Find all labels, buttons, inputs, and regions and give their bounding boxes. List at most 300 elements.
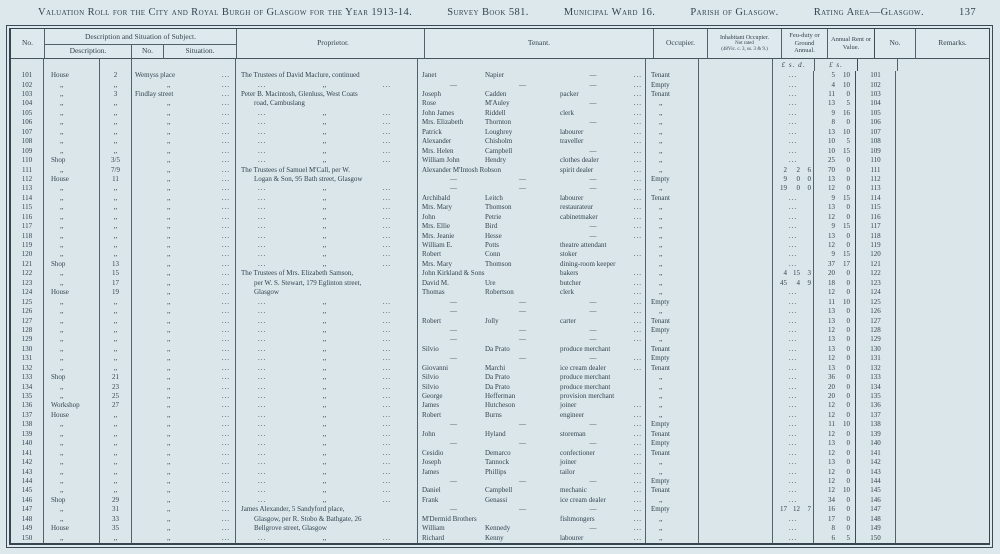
- inhabitant-occupier-cell: [699, 383, 773, 392]
- entry-no-right: 147: [856, 505, 896, 514]
- feu-duty-cell: ...: [773, 430, 814, 439]
- proprietor-cell: ... ,, ...: [236, 156, 418, 165]
- street-no-cell: ,,: [100, 458, 132, 467]
- tenant-occupation: theatre attendant: [560, 241, 607, 249]
- description-cell: House: [44, 175, 100, 184]
- inhabitant-occupier-cell: [699, 81, 773, 90]
- entry-no: 131: [11, 354, 44, 363]
- tenant-leader-dots: ...: [626, 477, 646, 486]
- tenant-leader-dots: ...: [626, 458, 646, 467]
- annual-rent-cell: 11 10: [814, 298, 856, 307]
- remarks-cell: [896, 317, 989, 326]
- feu-duty-cell: ...: [773, 147, 814, 156]
- tenant-surname: Da Prato: [485, 382, 510, 391]
- entry-no-right: 143: [856, 468, 896, 477]
- remarks-cell: [896, 439, 989, 448]
- description-cell: ,,: [44, 203, 100, 212]
- tenant-occupation: clerk: [560, 108, 574, 117]
- situation-cell: ,, ...: [132, 477, 236, 486]
- street-no-cell: 23: [100, 383, 132, 392]
- feu-duty-cell: ...: [773, 71, 814, 80]
- entry-no: 126: [11, 307, 44, 316]
- occupier-cell: ,,: [646, 203, 699, 212]
- annual-rent-cell: 12 0: [814, 288, 856, 297]
- tenant-first-name: Richard: [422, 533, 445, 542]
- inhabitant-occupier-cell: [699, 109, 773, 118]
- tenant-surname: Conn: [485, 250, 501, 259]
- description-cell: ,,: [44, 298, 100, 307]
- tenant-surname: Robertson: [485, 288, 514, 297]
- entry-no: 120: [11, 250, 44, 259]
- inhabitant-occupier-cell: [699, 430, 773, 439]
- table-row: [11, 128, 989, 137]
- entry-no-right: 108: [856, 137, 896, 146]
- description-cell: ,,: [44, 439, 100, 448]
- entry-no-right: 120: [856, 250, 896, 259]
- remarks-cell: [896, 71, 989, 80]
- description-cell: ,,: [44, 213, 100, 222]
- entry-no-right: 134: [856, 383, 896, 392]
- tenant-leader-dots: ...: [626, 109, 646, 118]
- proprietor-cell: ... ,, ...: [236, 118, 418, 127]
- description-cell: ,,: [44, 81, 100, 90]
- annual-rent-cell: 13 0: [814, 439, 856, 448]
- street-no-cell: 29: [100, 496, 132, 505]
- remarks-cell: [896, 241, 989, 250]
- situation-cell: ,, ...: [132, 354, 236, 363]
- annual-rent-cell: 13 0: [814, 364, 856, 373]
- street-no-cell: 35: [100, 524, 132, 533]
- table-row: [11, 317, 989, 326]
- proprietor-cell: ... ,, ...: [236, 335, 418, 344]
- tenant-first-name: Patrick: [422, 127, 442, 136]
- proprietor-cell: ... ,, ...: [236, 147, 418, 156]
- entry-no: 144: [11, 477, 44, 486]
- entry-no-right: 112: [856, 175, 896, 184]
- proprietor-cell: ... ,, ...: [236, 496, 418, 505]
- currency-label-row: [11, 59, 989, 71]
- entry-no-right: 117: [856, 222, 896, 231]
- col-header-tenant: Tenant.: [425, 29, 654, 58]
- tenant-first-name: —: [450, 297, 457, 306]
- col-header-desc-situation: [45, 29, 237, 58]
- tenant-leader-dots: ...: [626, 515, 646, 524]
- entry-no: 150: [11, 534, 44, 543]
- entry-no: 121: [11, 260, 44, 269]
- feu-duty-cell: ...: [773, 128, 814, 137]
- tenant-first-name: —: [450, 505, 457, 514]
- situation-cell: ,, ...: [132, 298, 236, 307]
- entry-no-right: 105: [856, 109, 896, 118]
- feu-duty-cell: ...: [773, 486, 814, 495]
- inhabitant-occupier-cell: [699, 166, 773, 175]
- remarks-cell: [896, 449, 989, 458]
- situation-cell: ,, ...: [132, 99, 236, 108]
- occupier-cell: ,,: [646, 222, 699, 231]
- remarks-cell: [896, 81, 989, 90]
- tenant-leader-dots: ...: [626, 184, 646, 193]
- tenant-first-name: Giovanni: [422, 363, 449, 372]
- tenant-first-name: Mrs. Jeanie: [422, 231, 455, 240]
- tenant-surname: Napier: [485, 71, 505, 80]
- tenant-surname: —: [519, 297, 526, 306]
- occupier-cell: Empty: [646, 81, 699, 90]
- tenant-surname: —: [519, 335, 526, 344]
- tenant-occupation: —: [589, 476, 597, 485]
- proprietor-cell: ... ,, ...: [236, 326, 418, 335]
- tenant-surname: Hyland: [485, 429, 506, 438]
- tenant-first-name: Robert: [422, 250, 442, 259]
- occupier-cell: Empty: [646, 326, 699, 335]
- remarks-cell: [896, 118, 989, 127]
- tenant-first-name: John James: [422, 108, 455, 117]
- inhabitant-occupier-cell: [699, 326, 773, 335]
- tenant-occupation: dining-room keeper: [560, 259, 616, 268]
- entry-no-right: 128: [856, 326, 896, 335]
- description-cell: House: [44, 288, 100, 297]
- tenant-surname: Tannock: [485, 458, 510, 467]
- tenant-occupation: —: [589, 174, 597, 183]
- entry-no-right: 150: [856, 534, 896, 543]
- remarks-cell: [896, 184, 989, 193]
- table-row: [11, 458, 989, 467]
- tenant-occupation: clothes dealer: [560, 156, 599, 165]
- situation-cell: ,, ...: [132, 213, 236, 222]
- tenant-occupation: —: [589, 297, 597, 306]
- remarks-cell: [896, 477, 989, 486]
- inhabitant-occupier-cell: [699, 486, 773, 495]
- entry-no-right: 107: [856, 128, 896, 137]
- tenant-occupation: —: [589, 307, 597, 316]
- feu-duty-cell: ...: [773, 203, 814, 212]
- annual-rent-cell: 11 0: [814, 90, 856, 99]
- entry-no: 115: [11, 203, 44, 212]
- description-cell: ,,: [44, 279, 100, 288]
- annual-rent-cell: 12 0: [814, 468, 856, 477]
- description-cell: Shop: [44, 156, 100, 165]
- feu-duty-cell: ...: [773, 354, 814, 363]
- inhabitant-occupier-cell: [699, 269, 773, 278]
- description-cell: House: [44, 411, 100, 420]
- proprietor-cell: ... ,, ...: [236, 401, 418, 410]
- description-cell: ,,: [44, 534, 100, 543]
- street-no-cell: ,,: [100, 232, 132, 241]
- situation-cell: ,, ...: [132, 81, 236, 90]
- situation-cell: ,, ...: [132, 392, 236, 401]
- tenant-first-name: —: [450, 325, 457, 334]
- feu-duty-cell: ...: [773, 392, 814, 401]
- entry-no: 125: [11, 298, 44, 307]
- annual-rent-cell: 12 0: [814, 449, 856, 458]
- proprietor-cell: ... ,, ...: [236, 430, 418, 439]
- annual-rent-cell: 10 15: [814, 147, 856, 156]
- tenant-leader-dots: ...: [626, 175, 646, 184]
- table-row: [11, 260, 989, 269]
- tenant-leader-dots: ...: [626, 222, 646, 231]
- occupier-cell: Tenant: [646, 90, 699, 99]
- inhabitant-occupier-cell: [699, 99, 773, 108]
- remarks-cell: [896, 232, 989, 241]
- remarks-cell: [896, 175, 989, 184]
- description-cell: ,,: [44, 250, 100, 259]
- proprietor-cell: per W. S. Stewart, 179 Eglinton street,: [236, 279, 418, 288]
- entry-no: 141: [11, 449, 44, 458]
- entry-no: 146: [11, 496, 44, 505]
- tenant-surname: Bird: [485, 222, 498, 231]
- situation-cell: Wemyss place ...: [132, 71, 236, 80]
- street-no-cell: ,,: [100, 411, 132, 420]
- proprietor-cell: ... ,, ...: [236, 317, 418, 326]
- tenant-surname: Kennedy: [485, 524, 511, 533]
- table-row: [11, 373, 989, 382]
- inhabitant-occupier-cell: [699, 317, 773, 326]
- table-row: [11, 383, 989, 392]
- street-no-cell: ,,: [100, 335, 132, 344]
- tenant-surname: —: [519, 439, 526, 448]
- tenant-occupation: —: [589, 505, 597, 514]
- tenant-occupation: cabinetmaker: [560, 212, 598, 221]
- table-row: [11, 449, 989, 458]
- proprietor-cell: ... ,, ...: [236, 260, 418, 269]
- street-no-cell: ,,: [100, 81, 132, 90]
- street-no-cell: 7/9: [100, 166, 132, 175]
- description-cell: ,,: [44, 118, 100, 127]
- situation-cell: ,, ...: [132, 326, 236, 335]
- annual-rent-cell: 12 0: [814, 184, 856, 193]
- table-row: [11, 345, 989, 354]
- situation-cell: ,, ...: [132, 184, 236, 193]
- feu-duty-cell: ...: [773, 109, 814, 118]
- description-cell: ,,: [44, 505, 100, 514]
- tenant-occupation: —: [589, 80, 597, 89]
- occupier-cell: Tenant: [646, 449, 699, 458]
- desc-situation-group-label: Description and Situation of Subject.: [45, 29, 236, 45]
- remarks-cell: [896, 505, 989, 514]
- remarks-cell: [896, 90, 989, 99]
- inhabitant-occupier-cell: [699, 175, 773, 184]
- inhabitant-occupier-cell: [699, 524, 773, 533]
- street-no-cell: 13: [100, 260, 132, 269]
- remarks-cell: [896, 373, 989, 382]
- tenant-leader-dots: [626, 383, 646, 392]
- description-cell: ,,: [44, 449, 100, 458]
- inhabitant-occupier-cell: [699, 477, 773, 486]
- situation-cell: ,, ...: [132, 345, 236, 354]
- table-row: [11, 90, 989, 99]
- situation-cell: ,, ...: [132, 468, 236, 477]
- remarks-cell: [896, 288, 989, 297]
- feu-duty-cell: ...: [773, 298, 814, 307]
- occupier-cell: ,,: [646, 99, 699, 108]
- occupier-cell: Empty: [646, 420, 699, 429]
- table-row: [11, 241, 989, 250]
- entry-no-right: 110: [856, 156, 896, 165]
- tenant-leader-dots: ...: [626, 439, 646, 448]
- proprietor-cell: ... ,, ...: [236, 203, 418, 212]
- situation-cell: ,, ...: [132, 449, 236, 458]
- table-row: [11, 326, 989, 335]
- proprietor-cell: ... ,, ...: [236, 184, 418, 193]
- description-cell: ,,: [44, 468, 100, 477]
- table-row: [11, 439, 989, 448]
- situation-cell: ,, ...: [132, 335, 236, 344]
- entry-no: 112: [11, 175, 44, 184]
- inhabitant-occupier-cell: [699, 354, 773, 363]
- street-no-cell: ,,: [100, 430, 132, 439]
- tenant-surname: Ure: [485, 278, 496, 287]
- tenant-occupation: joiner: [560, 401, 577, 410]
- tenant-occupation: —: [589, 146, 597, 155]
- table-row: [11, 486, 989, 495]
- proprietor-cell: ... ,, ...: [236, 222, 418, 231]
- tenant-leader-dots: ...: [626, 118, 646, 127]
- tenant-first-name: Robert: [422, 410, 442, 419]
- street-no-cell: 33: [100, 515, 132, 524]
- tenant-leader-dots: ...: [626, 364, 646, 373]
- feu-duty-cell: 19 0 0: [773, 184, 814, 193]
- remarks-cell: [896, 128, 989, 137]
- tenant-surname: [485, 166, 560, 175]
- tenant-surname: Campbell: [485, 486, 513, 495]
- situation-cell: ,, ...: [132, 137, 236, 146]
- feu-duty-cell: ...: [773, 364, 814, 373]
- feu-duty-cell: 17 12 7: [773, 505, 814, 514]
- tenant-first-name: George: [422, 392, 443, 400]
- tenant-leader-dots: ...: [626, 335, 646, 344]
- annual-rent-cell: 13 0: [814, 317, 856, 326]
- tenant-surname: Demarco: [485, 448, 511, 457]
- street-no-cell: 31: [100, 505, 132, 514]
- tenant-leader-dots: ...: [626, 90, 646, 99]
- proprietor-cell: ... ,, ...: [236, 458, 418, 467]
- proprietor-cell: ... ,, ...: [236, 354, 418, 363]
- entry-no-right: 148: [856, 515, 896, 524]
- tenant-occupation: ice cream dealer: [560, 363, 606, 372]
- street-no-cell: ,,: [100, 317, 132, 326]
- occupier-cell: ,,: [646, 184, 699, 193]
- entry-no-right: 111: [856, 166, 896, 175]
- entry-no-right: 137: [856, 411, 896, 420]
- annual-rent-cell: 8 0: [814, 524, 856, 533]
- occupier-cell: ,,: [646, 373, 699, 382]
- entry-no: 123: [11, 279, 44, 288]
- inhabitant-occupier-cell: [699, 439, 773, 448]
- proprietor-cell: ... ,, ...: [236, 449, 418, 458]
- tenant-first-name: Silvio: [422, 373, 439, 382]
- feu-duty-cell: ...: [773, 383, 814, 392]
- situation-cell: ,, ...: [132, 317, 236, 326]
- annual-rent-cell: 20 0: [814, 269, 856, 278]
- tenant-surname: —: [519, 476, 526, 485]
- inhabitant-occupier-cell: [699, 250, 773, 259]
- feu-duty-cell: ...: [773, 137, 814, 146]
- entry-no: 101: [11, 71, 44, 80]
- street-no-cell: ,,: [100, 477, 132, 486]
- entry-no-right: 125: [856, 298, 896, 307]
- table-row: [11, 250, 989, 259]
- entry-no-right: 146: [856, 496, 896, 505]
- tenant-first-name: William: [422, 524, 445, 533]
- entry-no-right: 131: [856, 354, 896, 363]
- tenant-leader-dots: ...: [626, 269, 646, 278]
- remarks-cell: [896, 222, 989, 231]
- feu-duty-cell: ...: [773, 449, 814, 458]
- entry-no-right: 122: [856, 269, 896, 278]
- remarks-cell: [896, 364, 989, 373]
- proprietor-cell: The Trustees of Samuel M'Call, per W.: [236, 166, 418, 175]
- occupier-cell: ,,: [646, 392, 699, 401]
- remarks-cell: [896, 354, 989, 363]
- annual-rent-cell: 37 17: [814, 260, 856, 269]
- situation-cell: ,, ...: [132, 269, 236, 278]
- proprietor-cell: ... ,, ...: [236, 373, 418, 382]
- entry-no: 128: [11, 326, 44, 335]
- situation-cell: Findlay street ...: [132, 90, 236, 99]
- proprietor-cell: ... ,, ...: [236, 534, 418, 543]
- description-cell: ,,: [44, 335, 100, 344]
- situation-cell: ,, ...: [132, 401, 236, 410]
- inhabitant-occupier-cell: [699, 241, 773, 250]
- proprietor-cell: ... ,, ...: [236, 250, 418, 259]
- tenant-occupation: fishmongers: [560, 514, 595, 523]
- table-row: [11, 71, 989, 80]
- annual-rent-cell: 4 10: [814, 81, 856, 90]
- situation-cell: ,, ...: [132, 109, 236, 118]
- occupier-cell: ,,: [646, 241, 699, 250]
- tenant-leader-dots: ...: [626, 401, 646, 410]
- annual-rent-cell: 12 0: [814, 241, 856, 250]
- table-row: [11, 524, 989, 533]
- description-cell: House: [44, 524, 100, 533]
- table-row: [11, 166, 989, 175]
- entry-no-right: 113: [856, 184, 896, 193]
- tenant-occupation: —: [589, 99, 597, 108]
- street-no-cell: 19: [100, 288, 132, 297]
- tenant-surname: Chisholm: [485, 137, 513, 146]
- feu-duty-cell: ...: [773, 118, 814, 127]
- tenant-leader-dots: ...: [626, 317, 646, 326]
- street-no-cell: ,,: [100, 194, 132, 203]
- tenant-first-name: Silvio: [422, 382, 439, 391]
- rent-currency-label: £ s.: [815, 59, 858, 71]
- proprietor-cell: Bellgrove street, Glasgow: [236, 524, 418, 533]
- entry-no: 140: [11, 439, 44, 448]
- table-row: [11, 430, 989, 439]
- description-cell: ,,: [44, 383, 100, 392]
- tenant-occupation: —: [589, 71, 597, 80]
- situation-cell: ,, ...: [132, 260, 236, 269]
- tenant-surname: Da Prato: [485, 373, 510, 382]
- table-row: [11, 118, 989, 127]
- table-row: [11, 477, 989, 486]
- feu-duty-cell: ...: [773, 345, 814, 354]
- remarks-cell: [896, 260, 989, 269]
- entry-no: 106: [11, 118, 44, 127]
- table-row: [11, 515, 989, 524]
- occupier-cell: ,,: [646, 534, 699, 543]
- entry-no-right: 126: [856, 307, 896, 316]
- municipal-ward-label: Municipal Ward 16.: [563, 7, 656, 18]
- feu-duty-cell: ...: [773, 326, 814, 335]
- occupier-cell: Tenant: [646, 317, 699, 326]
- tenant-first-name: —: [450, 80, 457, 89]
- tenant-surname: Phillips: [485, 467, 507, 476]
- tenant-leader-dots: ...: [626, 288, 646, 297]
- annual-rent-cell: 13 0: [814, 458, 856, 467]
- entry-no-right: 119: [856, 241, 896, 250]
- tenant-occupation: —: [589, 524, 597, 533]
- occupier-cell: ,,: [646, 147, 699, 156]
